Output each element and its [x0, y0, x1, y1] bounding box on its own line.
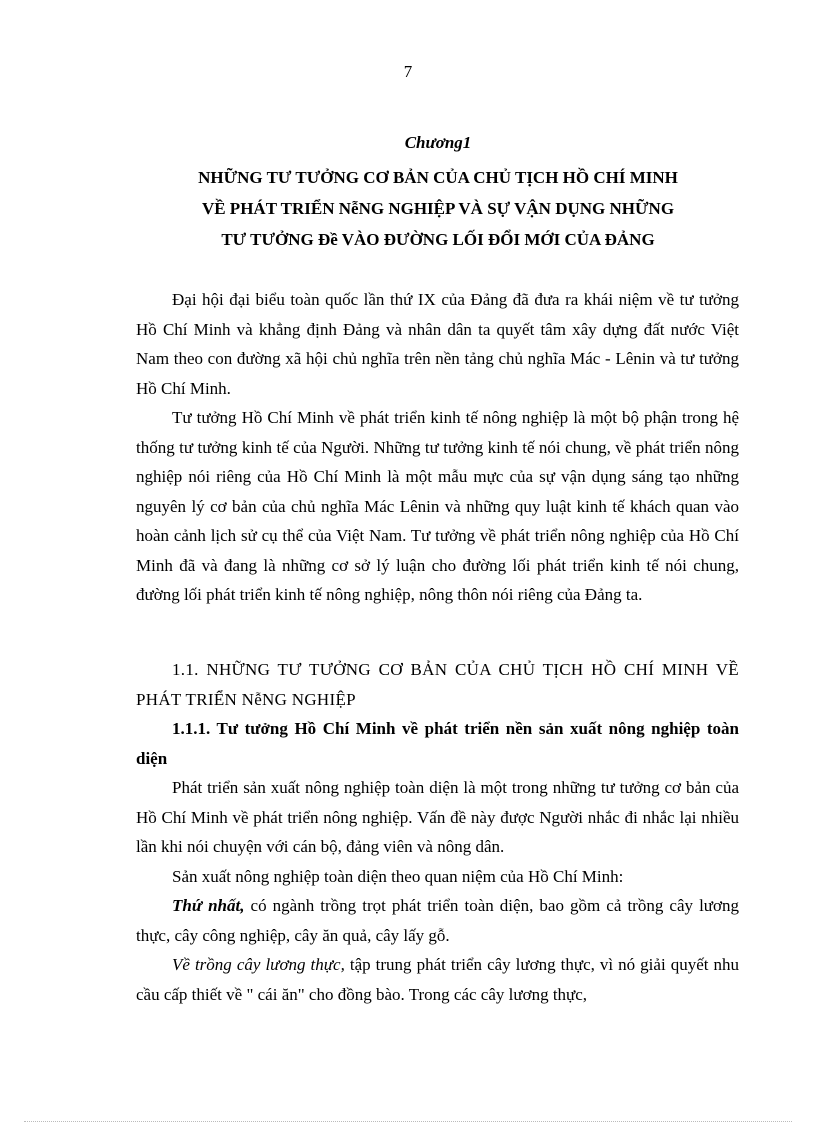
body-paragraph: Sản xuất nông nghiệp toàn diện theo quan niệm của Hồ Chí Minh: [172, 866, 624, 886]
chapter-label: Chương1 [404, 133, 472, 152]
chapter-title-line: TƯ TƯỞNG Đề VÀO ĐƯỜNG LỐI ĐỔI MỚI CỦA ĐẢNG [221, 230, 655, 249]
chapter-title [100, 162, 776, 255]
first-point-lead: Thứ nhất, [172, 896, 245, 915]
page-number: 7 [403, 62, 413, 81]
body-paragraph: Phát triển sản xuất nông nghiệp toàn diện là một trong những tư tưởng cơ bản của Hồ Chí Minh về phát triển nông nghiệp. Vấn đề này được Người nhắc đi nhắc lại nhiều lần khi nói chuyện với cán bộ, đảng viên và nông dân. [136, 778, 739, 856]
footer-rule [24, 1121, 792, 1122]
intro-paragraph: Tư tưởng Hồ Chí Minh về phát triển kinh tế nông nghiệp là một bộ phận trong hệ thống tư tưởng kinh tế của Người. Những tư tưởng kinh tế nói chung, về phát triển nông nghiệp nói riêng của Hồ Chí Minh là một mẫu mực của sự vận dụng sáng tạo những nguyên lý cơ bản của chủ nghĩa Mác Lênin và những quy luật kinh tế khách quan vào hoàn cảnh lịch sử cụ thể của Việt Nam. Tư tưởng về phát triển nông nghiệp của Hồ Chí Minh đã và đang là những cơ sở lý luận cho đường lối phát triển kinh tế nói chung, đường lối phát triển kinh tế nông nghiệp, nông thôn nói riêng của Đảng ta. [136, 408, 739, 604]
crops-point-lead: Về trồng cây lương thực, [172, 955, 345, 974]
subsection-heading: 1.1.1. Tư tưởng Hồ Chí Minh về phát triển nền sản xuất nông nghiệp toàn diện [136, 719, 739, 768]
chapter-title-line: NHỮNG TƯ TƯỞNG CƠ BẢN CỦA CHỦ TỊCH HỒ CHÍ MINH [198, 168, 678, 187]
first-point-text: có ngành trồng trọt phát triển toàn diện, bao gồm cả trồng cây lương thực, cây công nghiệp, cây ăn quả, cây lấy gỗ. [136, 896, 739, 945]
section-block [136, 655, 739, 1009]
crops-point-text: tập trung phát triển cây lương thực, vì nó giải quyết nhu cầu cấp thiết về " cái ăn" cho đồng bào. Trong các cây lương thực, [136, 955, 740, 1004]
crops-point-paragraph [136, 950, 739, 1009]
intro-block [136, 285, 739, 610]
section-heading: 1.1. NHỮNG TƯ TƯỞNG CƠ BẢN CỦA CHỦ TỊCH HỒ CHÍ MINH VỀ PHÁT TRIỂN NễNG NGHIỆP [136, 660, 739, 709]
intro-paragraph: Đại hội đại biểu toàn quốc lần thứ IX của Đảng đã đưa ra khái niệm về tư tưởng Hồ Chí Minh và khẳng định Đảng và nhân dân ta quyết tâm xây dựng đất nước Việt Nam theo con đường xã hội chủ nghĩa trên nền tảng chủ nghĩa Mác - Lênin và tư tưởng Hồ Chí Minh. [136, 290, 739, 398]
first-point-paragraph [136, 891, 739, 950]
chapter-title-line: VỀ PHÁT TRIỂN NễNG NGHIỆP VÀ SỰ VẬN DỤNG NHỮNG [201, 199, 675, 218]
